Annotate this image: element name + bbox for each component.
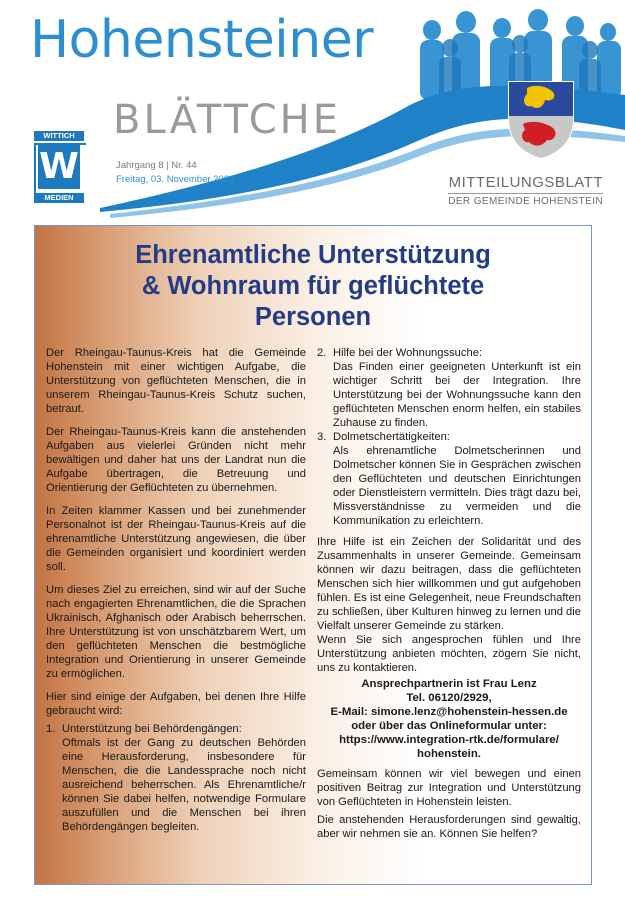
task-text: Als ehrenamtliche Dolmetscherinnen und Dolmetscher können Sie in Gesprächen zwischen den Geflüchteten und deutschen Einrichtungen oder Dienstleistern vermitteln. Dies trägt dazu bei, Missverständnisse zu vermeiden und die Kommunikation zu erleichtern. [333, 445, 581, 527]
paragraph: In Zeiten klammer Kassen und bei zunehmender Personalnot ist der Rheingau-Taunus-Kreis auf die ehrenamtliche Unterstützung angewiesen, die über die Gemeinden organisiert und koordiniert werden soll. [46, 505, 306, 573]
task-body [333, 346, 581, 430]
paragraph: Ihre Hilfe ist ein Zeichen der Solidarität und des Zusammenhalts in unserer Gemeinde. Gemeinsam können wir dazu beitragen, dass die geflüchteten Menschen sich hier willkommen und gut aufgehoben fühlen. Es ist eine Gelegenheit, neue Freundschaften zu schließen, über Kulturen hinweg zu lernen und die Vielfalt unserer Gemeinde zu stärken. [317, 536, 581, 632]
gemeinde-label: DER GEMEINDE HOHENSTEIN [448, 196, 603, 207]
paragraph: Die anstehenden Herausforderungen sind gewaltig, aber wir nehmen sie an. Können Sie helfen? [317, 814, 581, 840]
task-item [46, 722, 306, 834]
task-body [333, 430, 581, 528]
article-frame [34, 225, 592, 885]
paragraph: Um dieses Ziel zu erreichen, sind wir auf der Suche nach engagierten Ehrenamtlichen, die die Sprachen Ukrainisch, Afghanisch oder Arabisch beherrschen. Ihre Unterstützung ist von unschätzbarem Wert, um den geflüchteten Menschen die bestmögliche Integration und Orientierung in unserer Gemeinde zu ermöglichen. [46, 584, 306, 680]
article-headline [35, 240, 591, 333]
paragraph: Der Rheingau-Taunus-Kreis kann die anstehenden Aufgaben aus vielerlei Gründen nicht mehr bewältigen und daher hat uns der Landrat nun die Aufgabe übertragen, die Betreuung und Orientierung der Geflüchteten zu übernehmen. [46, 426, 306, 494]
headline-line-2: & Wohnraum für geflüchtete [141, 272, 485, 300]
task-text: Oftmals ist der Gang zu deutschen Behörden eine Herausforderung, insbesondere für Menschen, die die Landessprache noch nicht ausreichend beherrschen. Als Ehrenamtliche/r können Sie dabei helfen, notwendige Formulare auszufüllen und die Menschen bei ihren Behördengängen begleiten. [62, 737, 306, 833]
task-body [62, 722, 306, 834]
contact-block [317, 677, 581, 761]
contact-form-url[interactable]: https://www.integration-rtk.de/formulare/ [339, 734, 559, 746]
task-title: Dolmetschertätigkeiten: [333, 431, 450, 443]
mitteilungsblatt-label: MITTEILUNGSBLATT [448, 174, 603, 194]
task-number: 1. [46, 723, 56, 735]
contact-phone[interactable]: Tel. 06120/2929, [406, 692, 492, 704]
task-item [317, 346, 581, 430]
publication-title-top: Hohensteiner [30, 10, 374, 70]
issue-info: Jahrgang 8 | Nr. 44 [116, 160, 197, 171]
publisher-name-top: WITTICH [34, 131, 84, 141]
publisher-w-mark: W [39, 146, 79, 187]
masthead-right-block [448, 174, 603, 207]
contact-form-intro: oder über das Onlineformular unter: [351, 720, 547, 732]
headline-line-3: Personen [254, 303, 372, 331]
article-right-column [317, 346, 581, 850]
task-item [317, 430, 581, 528]
task-number: 2. [317, 347, 327, 359]
paragraph: Wenn Sie sich angesprochen fühlen und Ihre Unterstützung anbieten möchten, zögern Sie nicht, uns zu kontaktieren. [317, 634, 581, 674]
contact-email-link[interactable]: E-Mail: simone.lenz@hohenstein-hessen.de [330, 706, 568, 718]
task-title: Unterstützung bei Behördengängen: [62, 723, 242, 735]
issue-date: Freitag, 03. November 2023 [116, 174, 235, 185]
headline-line-1: Ehrenamtliche Unterstützung [135, 241, 491, 269]
paragraph: Hier sind einige der Aufgaben, bei denen Ihre Hilfe gebraucht wird: [46, 691, 306, 717]
masthead [0, 0, 625, 225]
publication-title-bottom: BLÄTTCHE [113, 97, 342, 143]
publisher-name-bottom: MEDIEN [34, 193, 84, 203]
coat-of-arms-icon [507, 80, 575, 160]
paragraph: Der Rheingau-Taunus-Kreis hat die Gemeinde Hohenstein mit einer wichtigen Aufgabe, die Unterstützung von geflüchteten Menschen, die in unserem Rheingau-Taunus-Kreis Schutz suchen, betraut. [46, 347, 306, 415]
publisher-logo [34, 131, 84, 206]
task-title: Hilfe bei der Wohnungssuche: [333, 347, 483, 359]
task-text: Das Finden einer geeigneten Unterkunft ist ein wichtiger Schritt bei der Integration. Ihre Unterstützung bei der Wohnungssuche kann den geflüchteten Menschen enorm helfen, ein stabiles Zuhause zu finden. [333, 361, 581, 429]
task-number: 3. [317, 431, 327, 443]
contact-form-url-end[interactable]: hohenstein. [417, 748, 481, 760]
paragraph: Gemeinsam können wir viel bewegen und einen positiven Beitrag zur Integration und Unterstützung von Geflüchteten in Hohenstein leisten. [317, 768, 581, 808]
contact-person: Ansprechpartnerin ist Frau Lenz [361, 678, 537, 690]
article-left-column [46, 346, 306, 834]
